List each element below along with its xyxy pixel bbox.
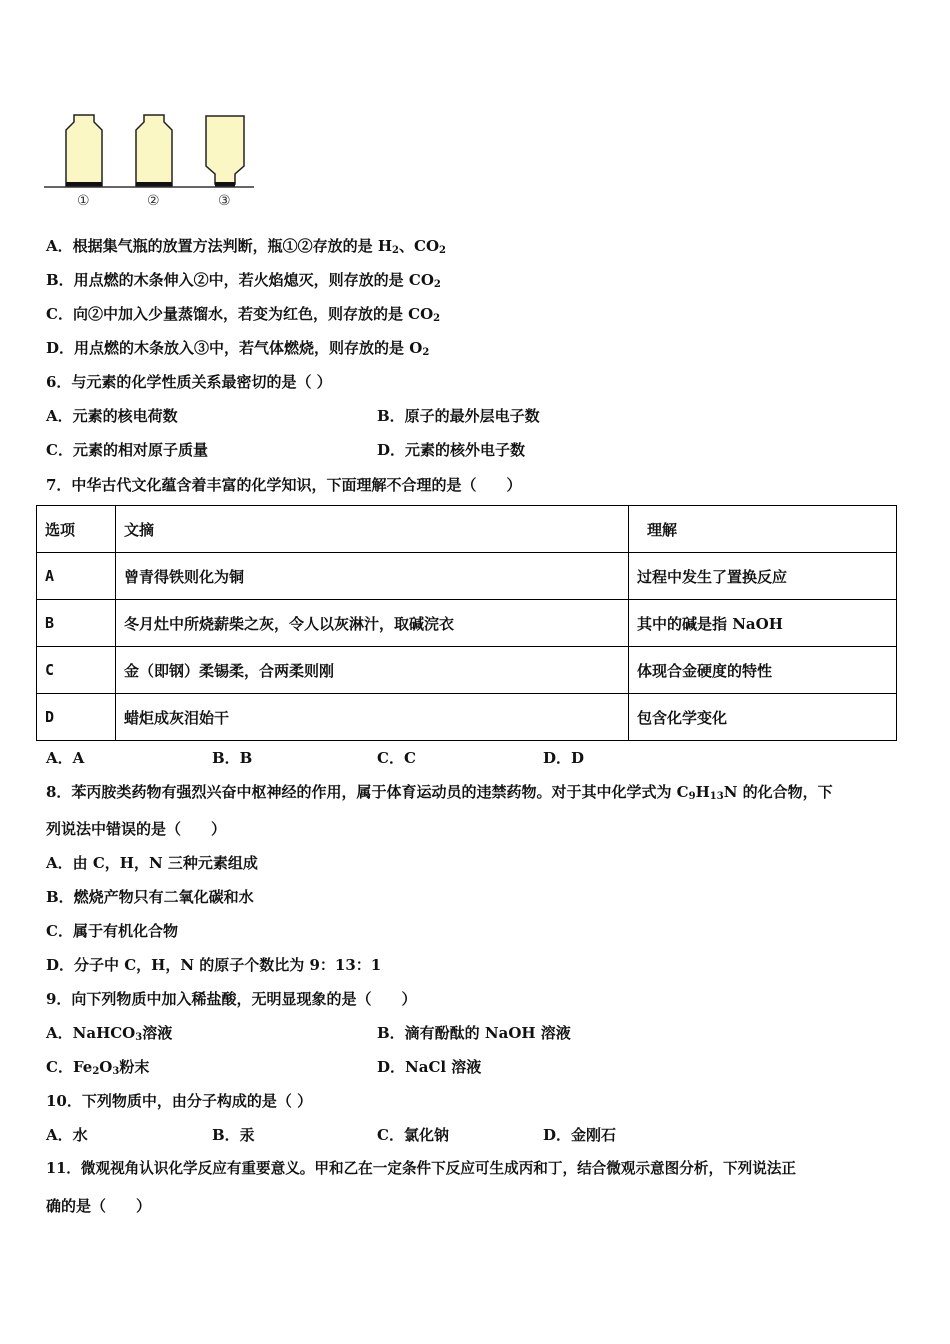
q8-option-c: C．属于有机化合物 <box>46 922 178 940</box>
table-cell: 过程中发生了置换反应 <box>629 553 897 600</box>
table-header-row <box>37 506 897 553</box>
table-cell: B <box>37 600 116 647</box>
q5-option-c: C．向②中加入少量蒸馏水，若变为红色，则存放的是 $CO_2$ <box>46 305 441 324</box>
q6-option-c: C．元素的相对原子质量 <box>46 441 208 459</box>
q7-table <box>36 505 897 741</box>
q10-stem: 10．下列物质中，由分子构成的是（ ） <box>46 1092 313 1110</box>
q8-option-d: D．分子中 C，H，N 的原子个数比为 9：13：1 <box>46 956 382 974</box>
bottle-2 <box>136 115 172 187</box>
q5-option-b: B．用点燃的木条伸入②中，若火焰熄灭，则存放的是 $CO_2$ <box>46 271 441 290</box>
q9-option-b: B．滴有酚酞的 NaOH 溶液 <box>377 1024 571 1042</box>
table-row <box>37 694 897 741</box>
table-row <box>37 553 897 600</box>
q5-option-a: A．根据集气瓶的放置方法判断，瓶①②存放的是 $H_2$、$CO_2$ <box>46 237 446 256</box>
table-header-cell: 文摘 <box>116 506 629 553</box>
q10-option-d: D．金刚石 <box>543 1126 617 1144</box>
q9-option-c: C．$Fe_2O_3$粉末 <box>46 1058 150 1077</box>
q9-stem: 9．向下列物质中加入稀盐酸，无明显现象的是（ ） <box>46 990 417 1008</box>
q7-stem: 7．中华古代文化蕴含着丰富的化学知识，下面理解不合理的是（ ） <box>46 476 522 494</box>
gas-bottles-figure <box>44 110 254 210</box>
q11-stem: 11．微观视角认识化学反应有重要意义。甲和乙在一定条件下反应可生成丙和丁，结合微观示意图分析，下列说法正 <box>46 1160 797 1177</box>
q7-answer-a: A．A <box>46 749 85 767</box>
table-cell: 曾青得铁则化为铜 <box>116 553 629 600</box>
table-cell: 金（即钢）柔锡柔，合两柔则刚 <box>116 647 629 694</box>
q7-answer-d: D．D <box>543 749 585 767</box>
table-cell: 其中的碱是指 NaOH <box>629 600 897 647</box>
q8-stem-cont: 列说法中错误的是（ ） <box>46 820 227 838</box>
q10-option-b: B．汞 <box>212 1126 255 1144</box>
table-row <box>37 600 897 647</box>
table-cell: 包含化学变化 <box>629 694 897 741</box>
q9-option-a: A．NaHCO$_3$溶液 <box>46 1024 173 1043</box>
q6-stem: 6．与元素的化学性质关系最密切的是（ ） <box>46 373 332 391</box>
table-header-cell: 选项 <box>37 506 116 553</box>
q6-option-a: A．元素的核电荷数 <box>46 407 178 425</box>
q10-option-c: C．氯化钠 <box>377 1126 449 1144</box>
bottle-3 <box>206 116 244 187</box>
table-cell: 冬月灶中所烧薪柴之灰，令人以灰淋汁，取碱浣衣 <box>116 600 629 647</box>
q7-answer-c: C．C <box>377 749 416 767</box>
bottle-1 <box>66 115 102 187</box>
q10-option-a: A．水 <box>46 1126 88 1144</box>
table-cell: D <box>37 694 116 741</box>
q7-answer-b: B．B <box>212 749 253 767</box>
q9-option-d: D．NaCl 溶液 <box>377 1058 482 1076</box>
bottle-label-3: ③ <box>218 193 231 209</box>
q8-stem: 8．苯丙胺类药物有强烈兴奋中枢神经的作用，属于体育运动员的违禁药物。对于其中化学式为 $C_9H_{13}N$ 的化合物，下 <box>46 783 833 802</box>
table-row <box>37 647 897 694</box>
bottle-label-2: ② <box>147 193 160 209</box>
table-cell: 体现合金硬度的特性 <box>629 647 897 694</box>
table-cell: A <box>37 553 116 600</box>
q5-option-d: D．用点燃的木条放入③中，若气体燃烧，则存放的是 $O_2$ <box>46 339 430 358</box>
q6-option-b: B．原子的最外层电子数 <box>377 407 540 425</box>
q8-option-a: A．由 C，H，N 三种元素组成 <box>46 854 258 872</box>
q8-option-b: B．燃烧产物只有二氧化碳和水 <box>46 888 254 906</box>
table-cell: C <box>37 647 116 694</box>
bottle-label-1: ① <box>77 193 90 209</box>
q6-option-d: D．元素的核外电子数 <box>377 441 526 459</box>
q11-stem-cont: 确的是（ ） <box>46 1197 152 1215</box>
table-cell: 蜡炬成灰泪始干 <box>116 694 629 741</box>
table-header-cell: 理解 <box>629 506 897 553</box>
